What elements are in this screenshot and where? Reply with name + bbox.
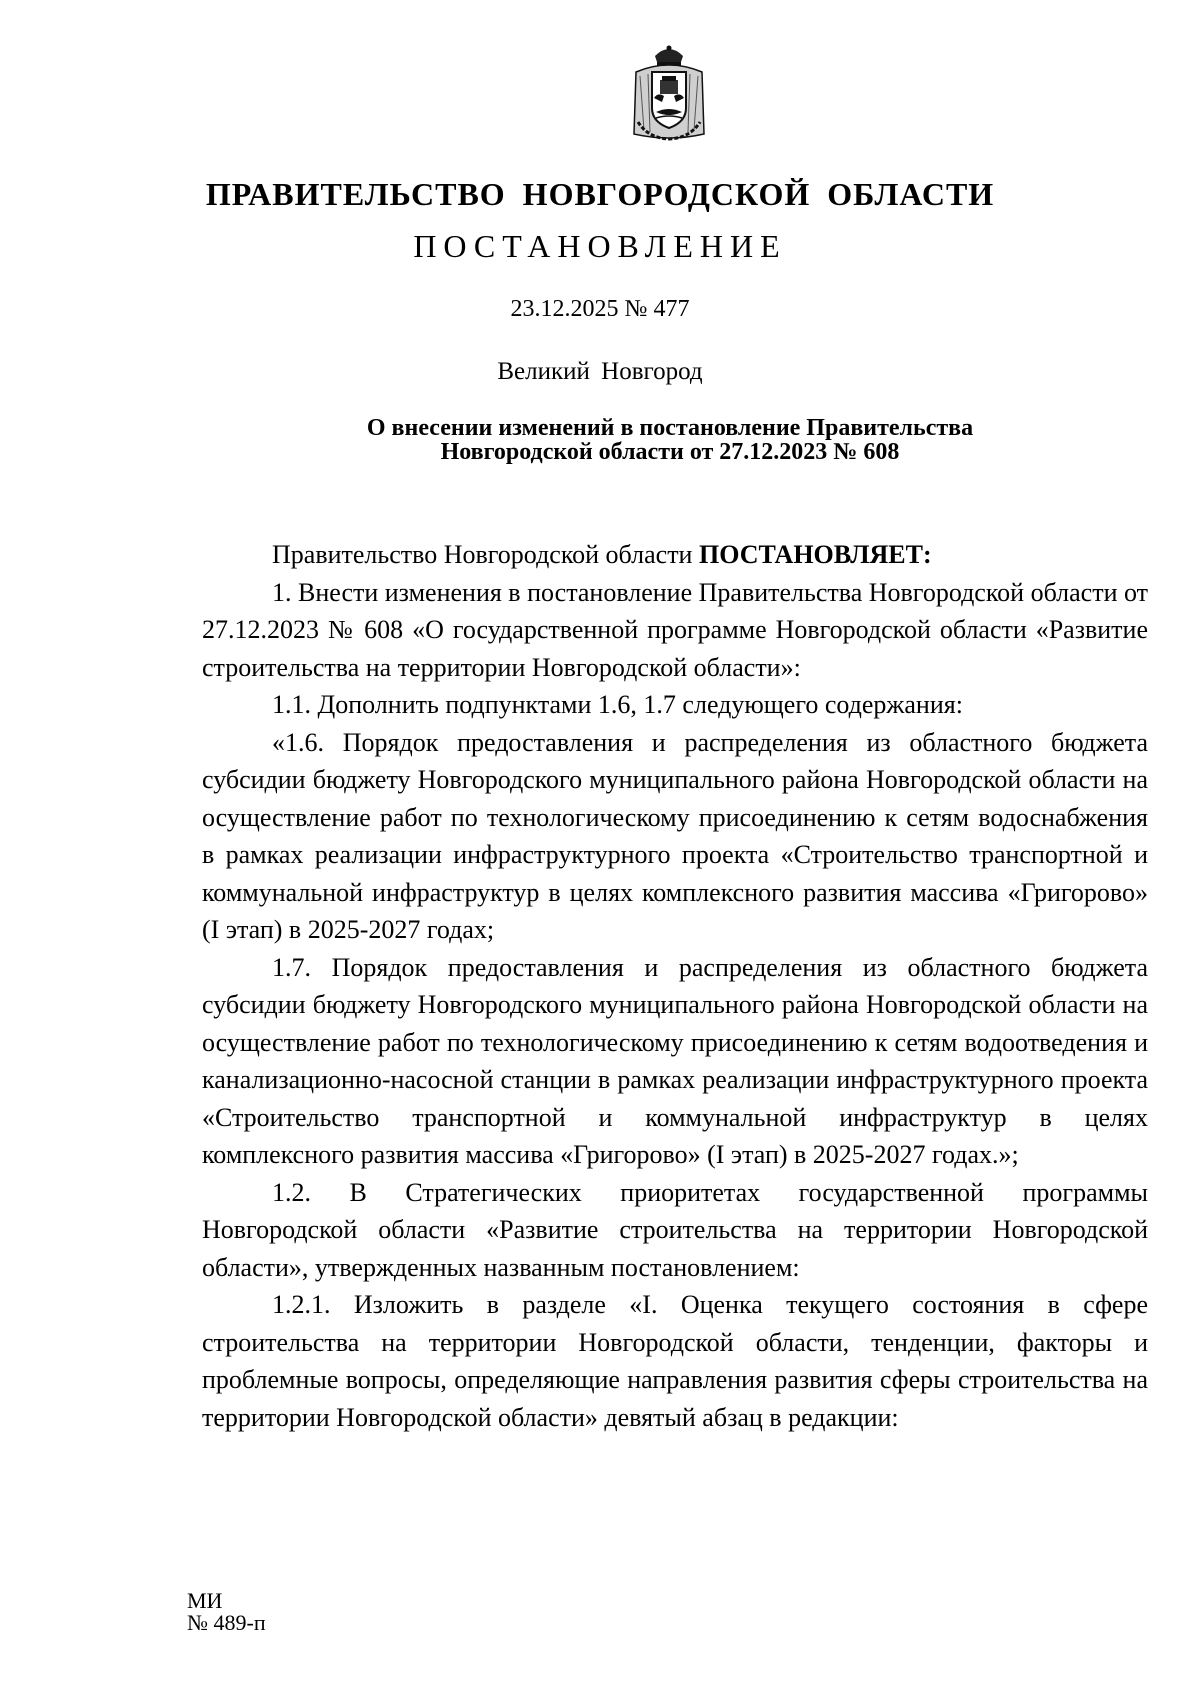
preamble — [202, 536, 1148, 574]
document-place: Великий Новгород — [497, 358, 703, 385]
government-title: ПРАВИТЕЛЬСТВО НОВГОРОДСКОЙ ОБЛАСТИ — [205, 176, 995, 212]
paragraph-1-6: «1.6. Порядок предоставления и распределения из областного бюджета субсидии бюджету Новгородского муниципального района Новгородской области на осуществление работ по технологическому присоединению к сетям водоснабжения в рамках реализации инфраструктурного проекта «Строительство транспортной и коммунальной инфраструктур в целях комплексного развития массива «Григорово» (I этап) в 2025-2027 годах; — [202, 727, 1148, 944]
paragraph-1-2: 1.2. В Стратегических приоритетах государственной программы Новгородской области «Развитие строительства на территории Новгородской области», утвержденных названным постановлением: — [202, 1177, 1148, 1282]
footer-draft-number: № 489-п — [187, 1610, 266, 1635]
preamble-decree: ПОСТАНОВЛЯЕТ: — [698, 540, 932, 569]
document-subject — [200, 416, 1140, 464]
paragraph-1: 1. Внести изменения в постановление Правительства Новгородской области от 27.12.2023 № 608 «О государственной программе Новгородской области «Развитие строительства на территории Новгородской области»: — [202, 577, 1149, 682]
footer-initials: МИ — [187, 1588, 223, 1613]
paragraph-1-1: 1.1. Дополнить подпунктами 1.6, 1.7 следующего содержания: — [272, 690, 963, 719]
document-type: ПОСТАНОВЛЕНИЕ — [413, 228, 787, 264]
document-body — [202, 536, 1148, 1436]
coat-of-arms-icon — [628, 42, 710, 142]
preamble-text: Правительство Новгородской области — [272, 540, 699, 569]
paragraph-1-7: 1.7. Порядок предоставления и распределения из областного бюджета субсидии бюджету Новгородского муниципального района Новгородской области на осуществление работ по технологическому присоединению к сетям водоотведения и канализационно-насосной станции в рамках реализации инфраструктурного проекта «Строительство транспортной и коммунальной инфраструктур в целях комплексного развития массива «Григорово» (I этап) в 2025-2027 годах.»; — [202, 952, 1148, 1169]
document-date-number: 23.12.2025 № 477 — [510, 296, 690, 322]
subject-line-1: О внесении изменений в постановление Правительства — [366, 415, 974, 441]
subject-line-2: Новгородской области от 27.12.2023 № 608 — [440, 439, 900, 465]
paragraph-1-2-1: 1.2.1. Изложить в разделе «I. Оценка текущего состояния в сфере строительства на территории Новгородской области, тенденции, факторы и проблемные вопросы, определяющие направления развития сферы строительства на территории Новгородской области» девятый абзац в редакции: — [202, 1290, 1148, 1432]
footer-code — [187, 1590, 266, 1634]
